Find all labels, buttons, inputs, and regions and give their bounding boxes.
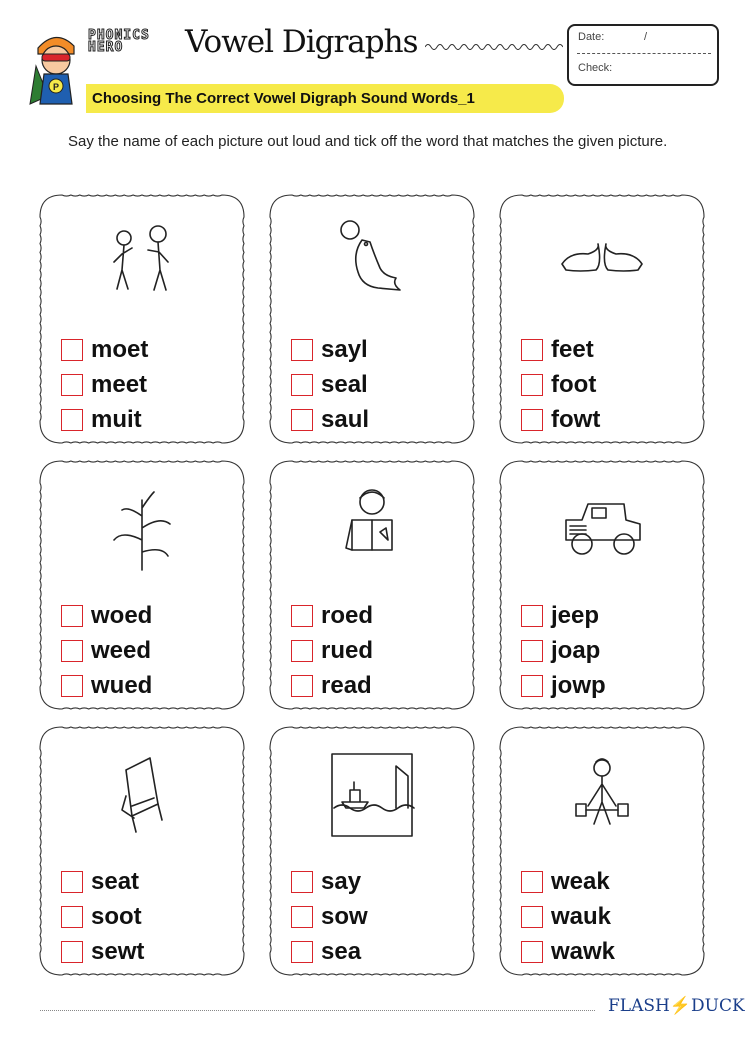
brand-right: DUCK [691,996,745,1016]
exercise-card [267,458,477,712]
phonics-hero-logo [88,30,150,54]
checkbox[interactable] [291,374,313,396]
footer-divider [40,1010,595,1011]
option-word: read [321,672,372,699]
logo-line-1: PHONICS [88,28,150,43]
option-word: wauk [551,903,612,930]
answer-option[interactable] [61,672,152,700]
answer-option[interactable] [521,637,600,665]
answer-option[interactable] [521,868,610,896]
option-word: say [321,868,362,895]
checkbox[interactable] [521,409,543,431]
option-word: soot [91,903,142,930]
jeep-icon [552,480,652,580]
check-label: Check: [578,62,613,74]
page-title: Vowel Digraphs [185,24,418,60]
answer-option[interactable] [521,406,600,434]
checkbox[interactable] [521,675,543,697]
checkbox[interactable] [291,906,313,928]
people-meeting-icon [92,214,192,314]
option-word: wawk [551,938,616,965]
exercise-card [37,724,247,978]
exercise-card [267,192,477,446]
option-word: rued [321,637,374,664]
answer-option[interactable] [291,903,368,931]
option-word: jowp [551,672,606,699]
checkbox[interactable] [61,941,83,963]
answer-option[interactable] [291,672,372,700]
checkbox[interactable] [61,675,83,697]
checkbox[interactable] [291,605,313,627]
option-word: sayl [321,336,368,363]
answer-option[interactable] [61,602,152,630]
exercise-card [497,458,707,712]
answer-option[interactable] [291,406,369,434]
option-word: sewt [91,938,145,965]
answer-option[interactable] [61,336,148,364]
option-word: joap [551,637,601,664]
answer-option[interactable] [61,371,147,399]
option-word: roed [321,602,374,629]
seal-icon [322,214,422,314]
answer-option[interactable] [291,371,368,399]
exercise-card [497,192,707,446]
checkbox[interactable] [521,941,543,963]
flash-duck-logo [608,996,745,1016]
checkbox[interactable] [291,409,313,431]
option-word: sow [321,903,368,930]
checkbox[interactable] [61,640,83,662]
answer-option[interactable] [61,406,142,434]
exercise-card [37,458,247,712]
answer-option[interactable] [521,371,596,399]
checkbox[interactable] [61,906,83,928]
checkbox[interactable] [61,605,83,627]
svg-text:P: P [53,82,60,92]
answer-option[interactable] [291,336,368,364]
answer-option[interactable] [61,938,144,966]
option-word: weed [91,637,152,664]
option-word: meet [91,371,148,398]
checkbox[interactable] [291,941,313,963]
weak-weightlifter-icon [552,746,652,846]
exercise-card [267,724,477,978]
answer-option[interactable] [521,602,599,630]
weed-icon [92,480,192,580]
wavy-divider [425,40,563,54]
checkbox[interactable] [61,409,83,431]
answer-option[interactable] [291,938,361,966]
answer-option[interactable] [291,602,373,630]
checkbox[interactable] [521,906,543,928]
checkbox[interactable] [521,374,543,396]
phonics-hero-mascot-icon [28,26,84,112]
checkbox[interactable] [291,871,313,893]
checkbox[interactable] [61,374,83,396]
option-word: foot [551,371,597,398]
brand-left: FLASH [608,996,670,1016]
option-word: saul [321,406,370,433]
checkbox[interactable] [291,339,313,361]
option-word: woed [91,602,153,629]
option-word: moet [91,336,149,363]
option-word: jeep [551,602,600,629]
date-separator: / [644,31,648,43]
exercise-card [497,724,707,978]
option-word: muit [91,406,142,433]
answer-option[interactable] [521,903,611,931]
option-word: fowt [551,406,601,433]
instruction-text: Say the name of each picture out loud and tick off the word that matches the given picture. [68,133,668,150]
logo-line-2: HERO [88,40,124,55]
checkbox[interactable] [521,605,543,627]
answer-option[interactable] [291,637,373,665]
answer-option[interactable] [61,637,151,665]
checkbox[interactable] [61,871,83,893]
exercise-card [37,192,247,446]
child-reading-icon [322,480,422,580]
option-word: sea [321,938,362,965]
answer-option[interactable] [521,938,615,966]
answer-option[interactable] [521,672,606,700]
answer-option[interactable] [291,868,361,896]
option-word: seal [321,371,368,398]
feet-icon [552,214,652,314]
checkbox[interactable] [61,339,83,361]
checkbox[interactable] [291,675,313,697]
checkbox[interactable] [291,640,313,662]
lightning-icon: ⚡ [669,996,692,1016]
option-word: seat [91,868,140,895]
answer-option[interactable] [521,336,594,364]
subtitle: Choosing The Correct Vowel Digraph Sound Words_1 [92,90,475,107]
ship-at-sea-icon [322,746,422,846]
checkbox[interactable] [521,640,543,662]
option-word: weak [551,868,610,895]
answer-option[interactable] [61,868,139,896]
checkbox[interactable] [521,339,543,361]
answer-option[interactable] [61,903,142,931]
seat-icon [92,746,192,846]
option-word: feet [551,336,594,363]
date-label: Date: [578,31,605,43]
option-word: wued [91,672,153,699]
checkbox[interactable] [521,871,543,893]
